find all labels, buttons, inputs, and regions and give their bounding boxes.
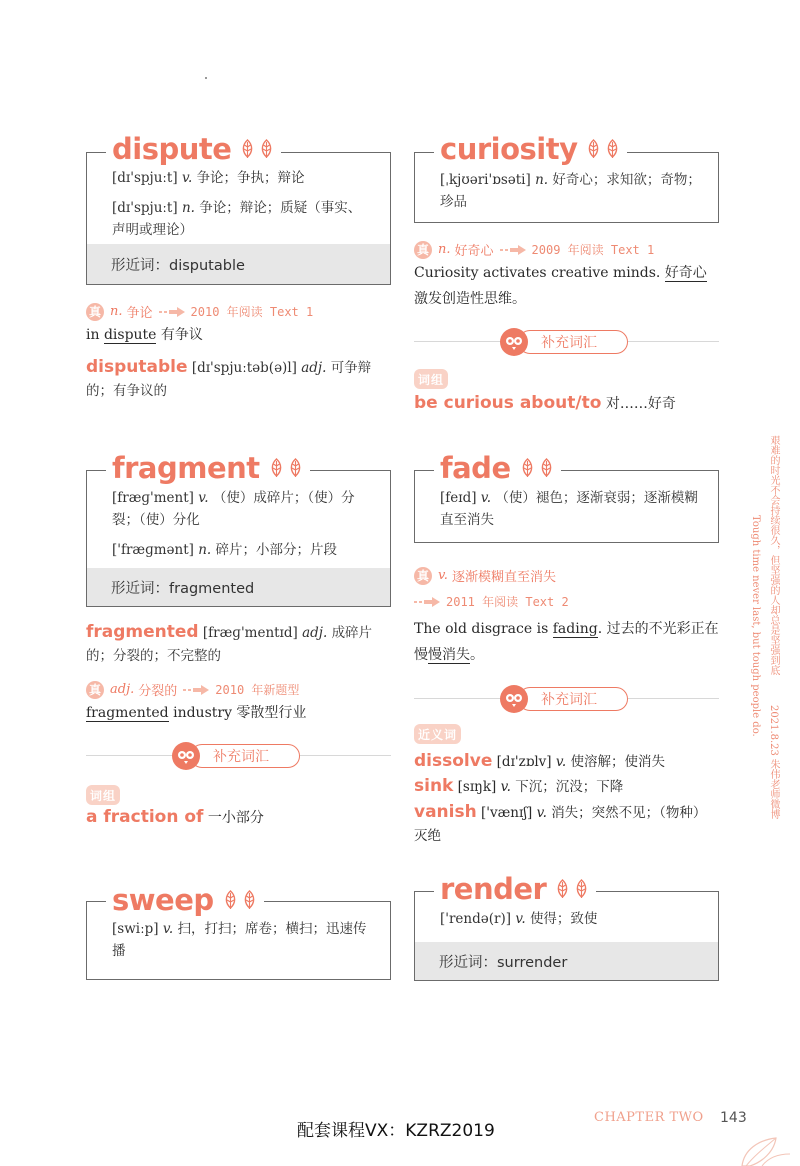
supplementary-vocab-header xyxy=(414,327,719,357)
owl-icon xyxy=(500,328,528,356)
exam-source: 2010 年新题型 xyxy=(215,683,300,697)
zhen-meaning: 逐渐模糊直至消失 xyxy=(451,570,556,585)
exam-source: 2009 年阅读 Text 1 xyxy=(531,243,655,257)
supp-badge xyxy=(500,684,630,714)
phrase: be curious about/to 对……好奇 xyxy=(414,393,676,413)
divider xyxy=(86,755,176,756)
example-sentence: Curiosity activates creative minds. 好奇心激发创造性思维。 xyxy=(414,265,707,307)
zhen-meaning: 分裂的 xyxy=(138,684,178,699)
leaf-icons xyxy=(222,890,258,910)
phrase-tag: 词组 xyxy=(86,785,120,805)
owl-icon xyxy=(500,685,528,713)
exam-source-row xyxy=(414,566,556,585)
leaf-icon xyxy=(538,458,555,478)
side-quote-en: Tough time never last, but tough people do. xyxy=(750,515,761,737)
leaf-icons xyxy=(585,139,621,159)
definition: ['rendə(r)] v. 使得；致使 xyxy=(440,911,598,927)
zhen-badge: 真 xyxy=(86,303,104,321)
zhen-meaning: 好奇心 xyxy=(454,244,494,259)
leaf-icon xyxy=(585,139,602,159)
leaf-icon xyxy=(604,139,621,159)
leaf-icons xyxy=(239,139,275,159)
divider xyxy=(300,755,391,756)
similar-word-bar: 形近词：disputable xyxy=(87,244,390,284)
supp-label: 补充词汇 xyxy=(518,330,628,354)
zhen-badge: 真 xyxy=(86,681,104,699)
leaf-icon xyxy=(519,458,536,478)
exam-source: 2010 年阅读 Text 1 xyxy=(190,305,314,319)
divider xyxy=(414,698,504,699)
supplementary-vocab-header xyxy=(414,684,719,714)
supplementary-vocab-header xyxy=(86,741,391,771)
arrow-icon xyxy=(500,245,526,255)
divider xyxy=(414,341,504,342)
example-sentence: in dispute 有争议 xyxy=(86,327,203,343)
synonym-item: sink [sɪŋk] v. 下沉；沉没；下降 xyxy=(414,776,624,796)
headword: fragment xyxy=(106,451,310,485)
zhen-pos: n. xyxy=(110,304,123,319)
definition: ['fræɡmənt] n. 碎片；小部分；片段 xyxy=(112,542,338,558)
definition: [feɪd] v. （使）褪色；逐渐衰弱；逐渐模糊直至消失 xyxy=(440,490,698,528)
zhen-meaning: 争论 xyxy=(126,306,153,321)
leaf-icon xyxy=(258,139,275,159)
headword: fade xyxy=(434,451,561,485)
supp-badge xyxy=(172,741,302,771)
definition: [ˌkjʊəri'ɒsəti] n. 好奇心；求知欲；奇物；珍品 xyxy=(440,172,701,210)
example-sentence: The old disgrace is fading. 过去的不光彩正在慢慢消失。 xyxy=(414,621,719,663)
arrow-icon xyxy=(414,597,440,607)
leaf-icon xyxy=(268,458,285,478)
example-sentence: fragmented industry 零散型行业 xyxy=(86,705,307,721)
synonym-item: dissolve [dɪ'zɒlv] v. 使溶解；使消失 xyxy=(414,751,665,771)
phrase: a fraction of 一小部分 xyxy=(86,807,264,827)
page-number: 143 xyxy=(720,1110,747,1126)
supp-label: 补充词汇 xyxy=(518,687,628,711)
divider xyxy=(628,341,719,342)
exam-source-row xyxy=(414,593,569,610)
entry-box xyxy=(86,152,391,285)
exam-source-row xyxy=(414,240,654,259)
side-quote-date: 2021.8.23 朱伟老师微博 xyxy=(768,705,779,820)
headword: render xyxy=(434,872,596,906)
leaf-icons xyxy=(268,458,304,478)
entry-box xyxy=(86,470,391,607)
zhen-badge: 真 xyxy=(414,241,432,259)
synonym-tag: 近义词 xyxy=(414,724,461,744)
leaf-icon xyxy=(287,458,304,478)
definition: [dɪ'spjuːt] v. 争论；争执；辩论 xyxy=(112,170,305,186)
similar-word-bar: 形近词：surrender xyxy=(415,942,718,980)
arrow-icon xyxy=(183,685,209,695)
leaf-icon xyxy=(241,890,258,910)
headword: dispute xyxy=(106,132,281,166)
side-quote-cn: 艰难的时光不会持续很久，但坚强的人却总是坚强到底 xyxy=(768,435,779,675)
supp-badge xyxy=(500,327,630,357)
leaf-icon xyxy=(239,139,256,159)
course-contact: 配套课程VX：KZRZ2019 xyxy=(297,1121,495,1141)
chapter-label: CHAPTER TWO xyxy=(594,1110,704,1125)
leaf-icon xyxy=(554,879,571,899)
synonym-item: vanish ['vænɪʃ] v. 消失；突然不见；（物种）灭绝 xyxy=(414,802,707,844)
definition: [fræɡ'ment] v. （使）成碎片；（使）分裂；（使）分化 xyxy=(112,490,355,528)
divider xyxy=(628,698,719,699)
leaf-icon xyxy=(573,879,590,899)
leaf-icon xyxy=(222,890,239,910)
leaf-icons xyxy=(554,879,590,899)
side-quote xyxy=(738,435,788,855)
headword: sweep xyxy=(106,883,264,917)
exam-source-row xyxy=(86,302,313,321)
arrow-icon xyxy=(159,307,185,317)
similar-word-bar: 形近词：fragmented xyxy=(87,568,390,606)
definition: [swiːp] v. 扫，打扫；席卷；横扫；迅速传播 xyxy=(112,921,367,959)
zhen-pos: n. xyxy=(438,242,451,257)
phrase-tag: 词组 xyxy=(414,369,448,389)
leaf-icons xyxy=(519,458,555,478)
owl-icon xyxy=(172,742,200,770)
derivative-word: fragmented [fræɡ'mentɪd] adj. 成碎片的；分裂的；不完整的 xyxy=(86,622,373,664)
supp-label: 补充词汇 xyxy=(190,744,300,768)
derivative-word: disputable [dɪ'spjuːtəb(ə)l] adj. 可争辩的；有争议的 xyxy=(86,357,372,399)
speck xyxy=(205,77,207,79)
definition: [dɪ'spjuːt] n. 争论；辩论；质疑（事实、声明或理论） xyxy=(112,200,362,238)
headword: curiosity xyxy=(434,132,627,166)
zhen-pos: v. xyxy=(438,568,448,583)
exam-source-row xyxy=(86,680,299,699)
leaf-decoration-icon xyxy=(722,1128,792,1166)
zhen-pos: adj. xyxy=(110,682,135,697)
zhen-badge: 真 xyxy=(414,567,432,585)
exam-source: 2011 年阅读 Text 2 xyxy=(446,595,569,609)
